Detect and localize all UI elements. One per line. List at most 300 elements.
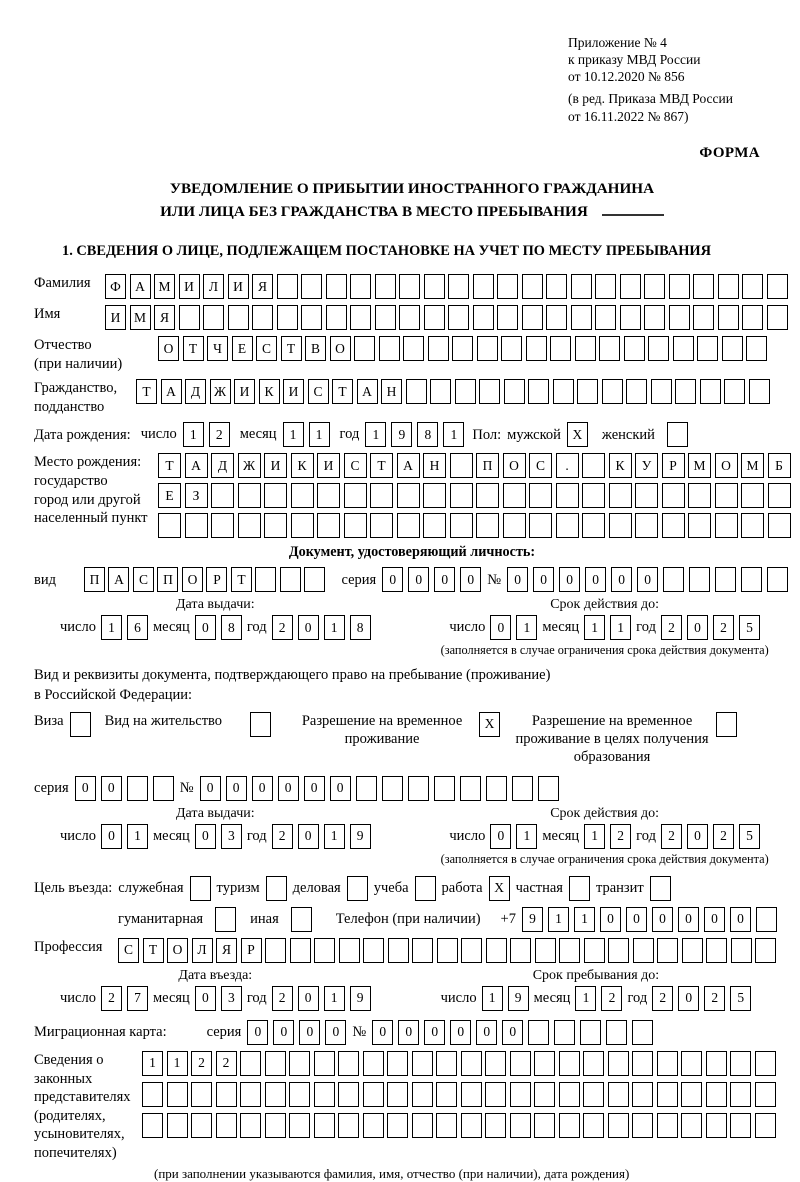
sex-male-checkbox[interactable] (567, 422, 588, 447)
char-cell[interactable]: О (715, 453, 738, 478)
char-cell[interactable] (675, 379, 696, 404)
char-cell[interactable] (556, 483, 579, 508)
char-cell[interactable]: А (397, 453, 420, 478)
char-cell[interactable]: П (157, 567, 178, 592)
char-cell[interactable]: 0 (195, 824, 216, 849)
char-cell[interactable]: 0 (252, 776, 273, 801)
char-cell[interactable] (583, 1051, 604, 1076)
char-cell[interactable] (755, 1051, 776, 1076)
char-cell[interactable] (354, 336, 375, 361)
char-cell[interactable]: Т (143, 938, 164, 963)
char-cell[interactable]: 1 (584, 615, 605, 640)
char-cell[interactable] (767, 305, 788, 330)
char-cell[interactable] (648, 336, 669, 361)
char-cell[interactable]: 0 (299, 1020, 320, 1045)
char-cell[interactable] (608, 1082, 629, 1107)
blank-underline[interactable] (602, 201, 664, 216)
char-cell[interactable]: 0 (533, 567, 554, 592)
char-cell[interactable]: 5 (730, 986, 751, 1011)
char-cell[interactable] (326, 305, 347, 330)
char-cell[interactable] (504, 379, 525, 404)
char-cell[interactable] (609, 513, 632, 538)
char-cell[interactable] (216, 1113, 237, 1138)
char-cell[interactable] (569, 876, 590, 901)
char-cell[interactable] (546, 305, 567, 330)
char-cell[interactable]: 2 (661, 824, 682, 849)
char-cell[interactable]: С (256, 336, 277, 361)
char-cell[interactable] (582, 483, 605, 508)
char-cell[interactable] (582, 513, 605, 538)
char-cell[interactable]: У (635, 453, 658, 478)
char-cell[interactable] (715, 567, 736, 592)
char-cell[interactable] (667, 422, 688, 447)
char-cell[interactable] (742, 305, 763, 330)
char-cell[interactable] (356, 776, 377, 801)
char-cell[interactable]: 9 (522, 907, 543, 932)
char-cell[interactable] (650, 876, 671, 901)
char-cell[interactable]: 1 (575, 986, 596, 1011)
char-cell[interactable]: 2 (272, 986, 293, 1011)
char-cell[interactable] (584, 938, 605, 963)
char-cell[interactable] (693, 274, 714, 299)
char-cell[interactable] (718, 305, 739, 330)
char-cell[interactable] (756, 907, 777, 932)
char-cell[interactable]: 2 (601, 986, 622, 1011)
char-cell[interactable] (314, 938, 335, 963)
char-cell[interactable]: 0 (424, 1020, 445, 1045)
char-cell[interactable]: Д (211, 453, 234, 478)
char-cell[interactable] (317, 483, 340, 508)
char-cell[interactable]: 0 (195, 986, 216, 1011)
char-cell[interactable] (228, 305, 249, 330)
char-cell[interactable] (624, 336, 645, 361)
char-cell[interactable] (412, 1082, 433, 1107)
char-cell[interactable] (339, 938, 360, 963)
char-cell[interactable] (497, 305, 518, 330)
char-cell[interactable] (730, 1082, 751, 1107)
char-cell[interactable] (265, 1051, 286, 1076)
char-cell[interactable] (681, 1051, 702, 1076)
char-cell[interactable]: 1 (324, 986, 345, 1011)
char-cell[interactable]: К (609, 453, 632, 478)
char-cell[interactable]: 5 (739, 824, 760, 849)
char-cell[interactable]: 0 (372, 1020, 393, 1045)
char-cell[interactable] (448, 305, 469, 330)
char-cell[interactable]: 1 (548, 907, 569, 932)
temp-residence-edu-checkbox[interactable] (716, 712, 737, 737)
char-cell[interactable]: 0 (278, 776, 299, 801)
char-cell[interactable] (277, 305, 298, 330)
char-cell[interactable]: 0 (195, 615, 216, 640)
char-cell[interactable]: Л (192, 938, 213, 963)
char-cell[interactable]: Т (158, 453, 181, 478)
char-cell[interactable] (291, 513, 314, 538)
char-cell[interactable] (510, 1051, 531, 1076)
char-cell[interactable] (528, 1020, 549, 1045)
char-cell[interactable]: 0 (600, 907, 621, 932)
char-cell[interactable] (749, 379, 770, 404)
char-cell[interactable] (706, 1082, 727, 1107)
char-cell[interactable] (375, 305, 396, 330)
char-cell[interactable]: М (154, 274, 175, 299)
char-cell[interactable] (693, 305, 714, 330)
char-cell[interactable] (535, 938, 556, 963)
char-cell[interactable]: 1 (516, 824, 537, 849)
char-cell[interactable] (363, 1113, 384, 1138)
char-cell[interactable]: С (133, 567, 154, 592)
char-cell[interactable] (741, 513, 764, 538)
char-cell[interactable] (436, 1113, 457, 1138)
char-cell[interactable] (238, 513, 261, 538)
char-cell[interactable]: 0 (450, 1020, 471, 1045)
char-cell[interactable]: Я (154, 305, 175, 330)
char-cell[interactable] (289, 1082, 310, 1107)
char-cell[interactable]: П (84, 567, 105, 592)
char-cell[interactable]: И (105, 305, 126, 330)
char-cell[interactable] (556, 513, 579, 538)
char-cell[interactable] (461, 1051, 482, 1076)
char-cell[interactable]: Т (231, 567, 252, 592)
char-cell[interactable]: X (479, 712, 500, 737)
char-cell[interactable]: Т (332, 379, 353, 404)
char-cell[interactable]: 1 (610, 615, 631, 640)
char-cell[interactable]: И (179, 274, 200, 299)
char-cell[interactable] (264, 483, 287, 508)
char-cell[interactable] (240, 1082, 261, 1107)
char-cell[interactable] (240, 1051, 261, 1076)
char-cell[interactable]: 2 (191, 1051, 212, 1076)
char-cell[interactable]: 1 (324, 615, 345, 640)
char-cell[interactable]: М (741, 453, 764, 478)
char-cell[interactable] (503, 513, 526, 538)
char-cell[interactable] (768, 483, 791, 508)
char-cell[interactable] (301, 274, 322, 299)
char-cell[interactable] (436, 1051, 457, 1076)
char-cell[interactable] (716, 712, 737, 737)
char-cell[interactable] (715, 513, 738, 538)
char-cell[interactable] (571, 274, 592, 299)
char-cell[interactable] (554, 1020, 575, 1045)
char-cell[interactable]: 1 (516, 615, 537, 640)
char-cell[interactable]: Т (183, 336, 204, 361)
char-cell[interactable] (595, 274, 616, 299)
char-cell[interactable]: Б (768, 453, 791, 478)
char-cell[interactable]: 0 (476, 1020, 497, 1045)
char-cell[interactable] (479, 379, 500, 404)
char-cell[interactable] (559, 1051, 580, 1076)
char-cell[interactable] (580, 1020, 601, 1045)
char-cell[interactable] (651, 379, 672, 404)
char-cell[interactable] (700, 379, 721, 404)
char-cell[interactable] (211, 483, 234, 508)
char-cell[interactable] (526, 336, 547, 361)
char-cell[interactable] (142, 1113, 163, 1138)
char-cell[interactable] (767, 567, 788, 592)
char-cell[interactable] (375, 274, 396, 299)
char-cell[interactable] (657, 1082, 678, 1107)
char-cell[interactable] (203, 305, 224, 330)
char-cell[interactable] (423, 483, 446, 508)
char-cell[interactable] (415, 876, 436, 901)
char-cell[interactable] (512, 776, 533, 801)
char-cell[interactable] (662, 483, 685, 508)
char-cell[interactable]: 0 (460, 567, 481, 592)
char-cell[interactable] (477, 336, 498, 361)
char-cell[interactable] (412, 1113, 433, 1138)
char-cell[interactable]: И (317, 453, 340, 478)
char-cell[interactable] (142, 1082, 163, 1107)
char-cell[interactable]: 0 (101, 824, 122, 849)
char-cell[interactable] (632, 1051, 653, 1076)
char-cell[interactable] (582, 453, 605, 478)
purpose-other-checkbox[interactable] (291, 907, 312, 932)
char-cell[interactable]: 0 (652, 907, 673, 932)
char-cell[interactable] (755, 938, 776, 963)
purpose-business-checkbox[interactable] (347, 876, 368, 901)
char-cell[interactable]: О (167, 938, 188, 963)
char-cell[interactable]: Ч (207, 336, 228, 361)
char-cell[interactable] (706, 1113, 727, 1138)
char-cell[interactable] (538, 776, 559, 801)
residence-permit-checkbox[interactable] (250, 712, 271, 737)
char-cell[interactable]: 1 (127, 824, 148, 849)
char-cell[interactable] (434, 776, 455, 801)
char-cell[interactable] (534, 1082, 555, 1107)
char-cell[interactable] (546, 274, 567, 299)
char-cell[interactable]: 1 (142, 1051, 163, 1076)
char-cell[interactable] (280, 567, 301, 592)
char-cell[interactable] (167, 1082, 188, 1107)
char-cell[interactable] (423, 513, 446, 538)
char-cell[interactable] (767, 274, 788, 299)
char-cell[interactable]: И (283, 379, 304, 404)
char-cell[interactable]: 0 (490, 824, 511, 849)
char-cell[interactable] (476, 513, 499, 538)
char-cell[interactable] (304, 567, 325, 592)
char-cell[interactable] (529, 513, 552, 538)
char-cell[interactable] (363, 1082, 384, 1107)
char-cell[interactable]: 1 (482, 986, 503, 1011)
char-cell[interactable] (510, 1082, 531, 1107)
char-cell[interactable]: 3 (221, 824, 242, 849)
char-cell[interactable] (602, 379, 623, 404)
char-cell[interactable]: 1 (101, 615, 122, 640)
char-cell[interactable]: 2 (610, 824, 631, 849)
char-cell[interactable]: Т (136, 379, 157, 404)
char-cell[interactable]: З (185, 483, 208, 508)
char-cell[interactable] (450, 513, 473, 538)
char-cell[interactable] (497, 274, 518, 299)
char-cell[interactable]: 0 (273, 1020, 294, 1045)
char-cell[interactable] (265, 1113, 286, 1138)
char-cell[interactable] (448, 274, 469, 299)
char-cell[interactable]: О (503, 453, 526, 478)
char-cell[interactable] (606, 1020, 627, 1045)
char-cell[interactable]: Д (185, 379, 206, 404)
char-cell[interactable] (452, 336, 473, 361)
char-cell[interactable] (681, 1113, 702, 1138)
char-cell[interactable] (741, 567, 762, 592)
char-cell[interactable]: Р (241, 938, 262, 963)
char-cell[interactable] (379, 336, 400, 361)
char-cell[interactable]: Е (232, 336, 253, 361)
char-cell[interactable] (250, 712, 271, 737)
char-cell[interactable] (461, 938, 482, 963)
char-cell[interactable] (697, 336, 718, 361)
char-cell[interactable] (406, 379, 427, 404)
char-cell[interactable]: 2 (713, 615, 734, 640)
purpose-tourism-checkbox[interactable] (266, 876, 287, 901)
char-cell[interactable] (265, 1082, 286, 1107)
char-cell[interactable] (264, 513, 287, 538)
char-cell[interactable]: 0 (704, 907, 725, 932)
char-cell[interactable] (768, 513, 791, 538)
purpose-study-checkbox[interactable] (415, 876, 436, 901)
char-cell[interactable]: 2 (652, 986, 673, 1011)
char-cell[interactable]: Л (203, 274, 224, 299)
char-cell[interactable]: 8 (417, 422, 438, 447)
char-cell[interactable]: М (688, 453, 711, 478)
char-cell[interactable] (755, 1082, 776, 1107)
char-cell[interactable] (673, 336, 694, 361)
char-cell[interactable] (644, 274, 665, 299)
char-cell[interactable] (657, 938, 678, 963)
char-cell[interactable]: А (108, 567, 129, 592)
char-cell[interactable]: Ф (105, 274, 126, 299)
char-cell[interactable]: Я (216, 938, 237, 963)
char-cell[interactable] (387, 1051, 408, 1076)
char-cell[interactable]: Т (281, 336, 302, 361)
char-cell[interactable]: 1 (183, 422, 204, 447)
char-cell[interactable]: 2 (216, 1051, 237, 1076)
char-cell[interactable]: Н (381, 379, 402, 404)
char-cell[interactable] (485, 1051, 506, 1076)
char-cell[interactable]: Н (423, 453, 446, 478)
visa-checkbox[interactable] (70, 712, 91, 737)
char-cell[interactable] (485, 1082, 506, 1107)
char-cell[interactable] (370, 513, 393, 538)
char-cell[interactable] (388, 938, 409, 963)
char-cell[interactable] (314, 1113, 335, 1138)
char-cell[interactable]: 1 (443, 422, 464, 447)
char-cell[interactable] (632, 1020, 653, 1045)
char-cell[interactable]: 0 (298, 986, 319, 1011)
char-cell[interactable] (424, 305, 445, 330)
char-cell[interactable]: А (185, 453, 208, 478)
char-cell[interactable] (185, 513, 208, 538)
char-cell[interactable]: 9 (391, 422, 412, 447)
char-cell[interactable]: В (305, 336, 326, 361)
char-cell[interactable] (571, 305, 592, 330)
char-cell[interactable]: 1 (584, 824, 605, 849)
char-cell[interactable] (191, 1082, 212, 1107)
char-cell[interactable]: 1 (365, 422, 386, 447)
char-cell[interactable] (522, 305, 543, 330)
char-cell[interactable]: 8 (221, 615, 242, 640)
char-cell[interactable]: 1 (574, 907, 595, 932)
char-cell[interactable] (609, 483, 632, 508)
char-cell[interactable]: 0 (611, 567, 632, 592)
char-cell[interactable] (382, 776, 403, 801)
char-cell[interactable] (669, 305, 690, 330)
char-cell[interactable]: 2 (272, 824, 293, 849)
char-cell[interactable] (437, 938, 458, 963)
char-cell[interactable] (559, 1113, 580, 1138)
char-cell[interactable] (657, 1113, 678, 1138)
char-cell[interactable] (350, 274, 371, 299)
char-cell[interactable] (682, 938, 703, 963)
char-cell[interactable]: 2 (272, 615, 293, 640)
char-cell[interactable] (620, 274, 641, 299)
char-cell[interactable] (599, 336, 620, 361)
char-cell[interactable]: 5 (739, 615, 760, 640)
char-cell[interactable] (455, 379, 476, 404)
char-cell[interactable]: Ж (210, 379, 231, 404)
char-cell[interactable] (338, 1051, 359, 1076)
char-cell[interactable] (706, 938, 727, 963)
char-cell[interactable] (211, 513, 234, 538)
char-cell[interactable]: И (228, 274, 249, 299)
char-cell[interactable] (215, 907, 236, 932)
char-cell[interactable] (635, 483, 658, 508)
purpose-official-checkbox[interactable] (190, 876, 211, 901)
char-cell[interactable] (317, 513, 340, 538)
char-cell[interactable]: Р (662, 453, 685, 478)
char-cell[interactable] (238, 483, 261, 508)
char-cell[interactable] (252, 305, 273, 330)
char-cell[interactable] (450, 453, 473, 478)
char-cell[interactable]: X (489, 876, 510, 901)
char-cell[interactable] (408, 776, 429, 801)
char-cell[interactable]: 0 (75, 776, 96, 801)
char-cell[interactable] (486, 938, 507, 963)
char-cell[interactable]: 1 (167, 1051, 188, 1076)
char-cell[interactable]: С (308, 379, 329, 404)
char-cell[interactable]: 2 (209, 422, 230, 447)
char-cell[interactable] (363, 1051, 384, 1076)
char-cell[interactable]: 0 (101, 776, 122, 801)
char-cell[interactable]: 0 (325, 1020, 346, 1045)
char-cell[interactable] (301, 305, 322, 330)
char-cell[interactable] (486, 776, 507, 801)
char-cell[interactable] (657, 1051, 678, 1076)
char-cell[interactable]: Е (158, 483, 181, 508)
char-cell[interactable]: 0 (408, 567, 429, 592)
char-cell[interactable] (730, 1051, 751, 1076)
char-cell[interactable] (746, 336, 767, 361)
char-cell[interactable] (522, 274, 543, 299)
char-cell[interactable] (344, 483, 367, 508)
char-cell[interactable] (266, 876, 287, 901)
char-cell[interactable] (370, 483, 393, 508)
char-cell[interactable] (595, 305, 616, 330)
char-cell[interactable] (510, 938, 531, 963)
char-cell[interactable] (534, 1113, 555, 1138)
char-cell[interactable] (430, 379, 451, 404)
char-cell[interactable] (503, 483, 526, 508)
char-cell[interactable] (153, 776, 174, 801)
char-cell[interactable]: 0 (502, 1020, 523, 1045)
char-cell[interactable] (387, 1113, 408, 1138)
purpose-humanitarian-checkbox[interactable] (215, 907, 236, 932)
char-cell[interactable]: А (161, 379, 182, 404)
char-cell[interactable]: 0 (200, 776, 221, 801)
char-cell[interactable] (529, 483, 552, 508)
char-cell[interactable]: Ж (238, 453, 261, 478)
char-cell[interactable] (662, 513, 685, 538)
char-cell[interactable] (289, 1051, 310, 1076)
char-cell[interactable]: С (344, 453, 367, 478)
